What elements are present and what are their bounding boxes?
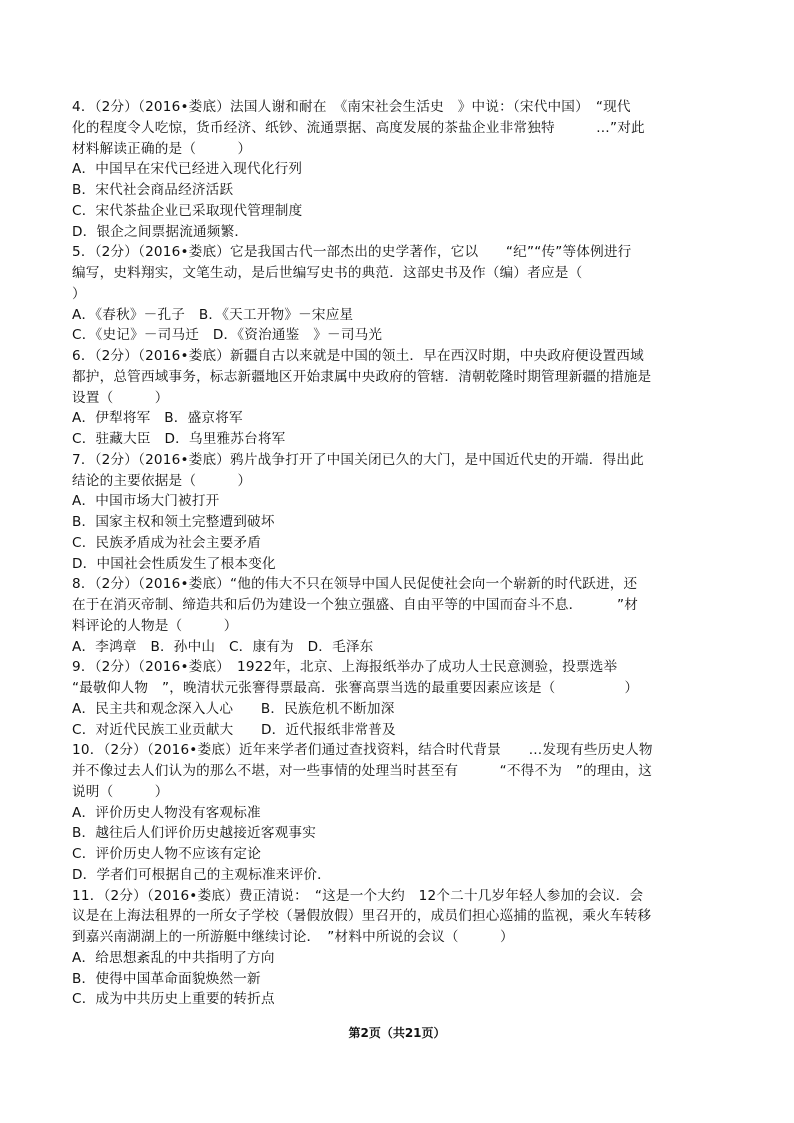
- text-line: 料评论的人物是（ ）: [72, 617, 238, 634]
- text-line: 5．（2分）（2016•娄底）它是我国古代一部杰出的史学著作，它以 “纪”“传”等体例进行: [72, 244, 632, 261]
- text-line: 编写，史料翔实，文笔生动，是后世编写史书的典范．这部史书及作（编）者应是（: [72, 265, 583, 281]
- text-line: 6．（2分）（2016•娄底）新疆自古以来就是中国的领土．早在西汉时期，中央政府便设置西域: [72, 348, 644, 364]
- text-line: A．李鸿章 B．孙中山 C．康有为 D．毛泽东: [72, 638, 374, 655]
- question-text: [72, 97, 720, 1010]
- text-line: 在于在消灭帝制、缔造共和后仍为建设一个独立强盛、自由平等的中国而奋斗不息． ”材: [72, 597, 638, 613]
- text-line: B．使得中国革命面貌焕然一新: [72, 970, 261, 987]
- page-footer: 第2页（共21页）: [348, 1026, 446, 1040]
- text-line: A．伊犁将军 B．盛京将军: [72, 410, 243, 427]
- text-line: C．成为中共历史上重要的转折点: [72, 991, 275, 1008]
- text-line: C．宋代茶盐企业已采取现代管理制度: [72, 202, 303, 219]
- text-line: D．银企之间票据流通频繁．: [72, 223, 249, 240]
- text-line: A．中国市场大门被打开: [72, 493, 220, 510]
- text-line: B．宋代社会商品经济活跃: [72, 182, 234, 198]
- text-line: A．中国早在宋代已经进入现代化行列: [72, 161, 303, 178]
- text-line: C．民族矛盾成为社会主要矛盾: [72, 534, 262, 551]
- text-line: 化的程度令人吃惊，货币经济、纸钞、流通票据、高度发展的茶盐企业非常独特 …”对此: [72, 119, 645, 136]
- text-line: C．驻藏大臣 D．乌里雅苏台将军: [72, 431, 286, 447]
- text-line: A．《春秋》－孔子 B．《天工开物》－宋应星: [72, 306, 354, 323]
- text-line: C．对近代民族工业贡献大 D．近代报纸非常普及: [72, 721, 396, 738]
- text-line: 并不像过去人们认为的那么不堪，对一些事情的处理当时甚至有 “不得不为 ”的理由，这: [72, 763, 653, 779]
- text-line: 9．（2分）（2016•娄底） 1922年，北京、上海报纸举办了成功人士民意测验，投票选举: [72, 659, 618, 676]
- text-line: A．评价历史人物没有客观标准: [72, 804, 261, 821]
- text-line: 11．（2分）（2016•娄底）费正清说： “这是一个大约 12个二十几岁年轻人参加的会议．会: [72, 887, 644, 904]
- text-line: ）: [72, 285, 86, 302]
- text-line: A．民主共和观念深入人心 B．民族危机不断加深: [72, 700, 395, 717]
- text-line: 结论的主要依据是（ ）: [72, 472, 252, 489]
- text-line: 4．（2分）（2016•娄底）法国人谢和耐在 《南宋社会生活史 》中说：（宋代中国） “现代: [72, 99, 631, 115]
- text-line: 都护，总管西域事务，标志新疆地区开始隶属中央政府的管辖．清朝乾隆时期管理新疆的措施是: [72, 368, 652, 385]
- text-line: D．学者们可根据自己的主观标准来评价．: [72, 866, 331, 883]
- text-line: B．越往后人们评价历史越接近客观事实: [72, 825, 317, 842]
- text-line: A．给思想紊乱的中共指明了方向: [72, 949, 275, 966]
- text-line: 说明（ ）: [72, 783, 169, 800]
- text-line: 到嘉兴南湖湖上的一所游艇中继续讨论． ”材料中所说的会议（ ）: [72, 929, 514, 945]
- text-line: 10．（2分）（2016•娄底）近年来学者们通过查找资料，结合时代背景 …发现有些历史人物: [72, 742, 653, 759]
- text-line: 设置（ ）: [72, 389, 169, 406]
- text-line: 7．（2分）（2016•娄底）鸦片战争打开了中国关闭已久的大门，是中国近代史的开端．得出此: [72, 451, 644, 468]
- text-line: 8．（2分）（2016•娄底）“他的伟大不只在领导中国人民促使社会向一个崭新的时代跃进，还: [72, 576, 638, 593]
- text-line: C．评价历史人物不应该有定论: [72, 846, 262, 862]
- text-line: “最敬仰人物 ”，晚清状元张謇得票最高．张謇高票当选的最重要因素应该是（ ）: [72, 680, 639, 696]
- text-line: 议是在上海法租界的一所女子学校（暑假放假）里召开的，成员们担心巡捕的监视，乘火车转移: [72, 908, 652, 925]
- text-line: D．中国社会性质发生了根本变化: [72, 555, 276, 572]
- text-line: 材料解读正确的是（ ）: [72, 140, 252, 157]
- text-line: C．《史记》－司马迁 D．《资治通鉴 》－司马光: [72, 327, 383, 344]
- text-line: B．国家主权和领土完整遭到破坏: [72, 514, 275, 530]
